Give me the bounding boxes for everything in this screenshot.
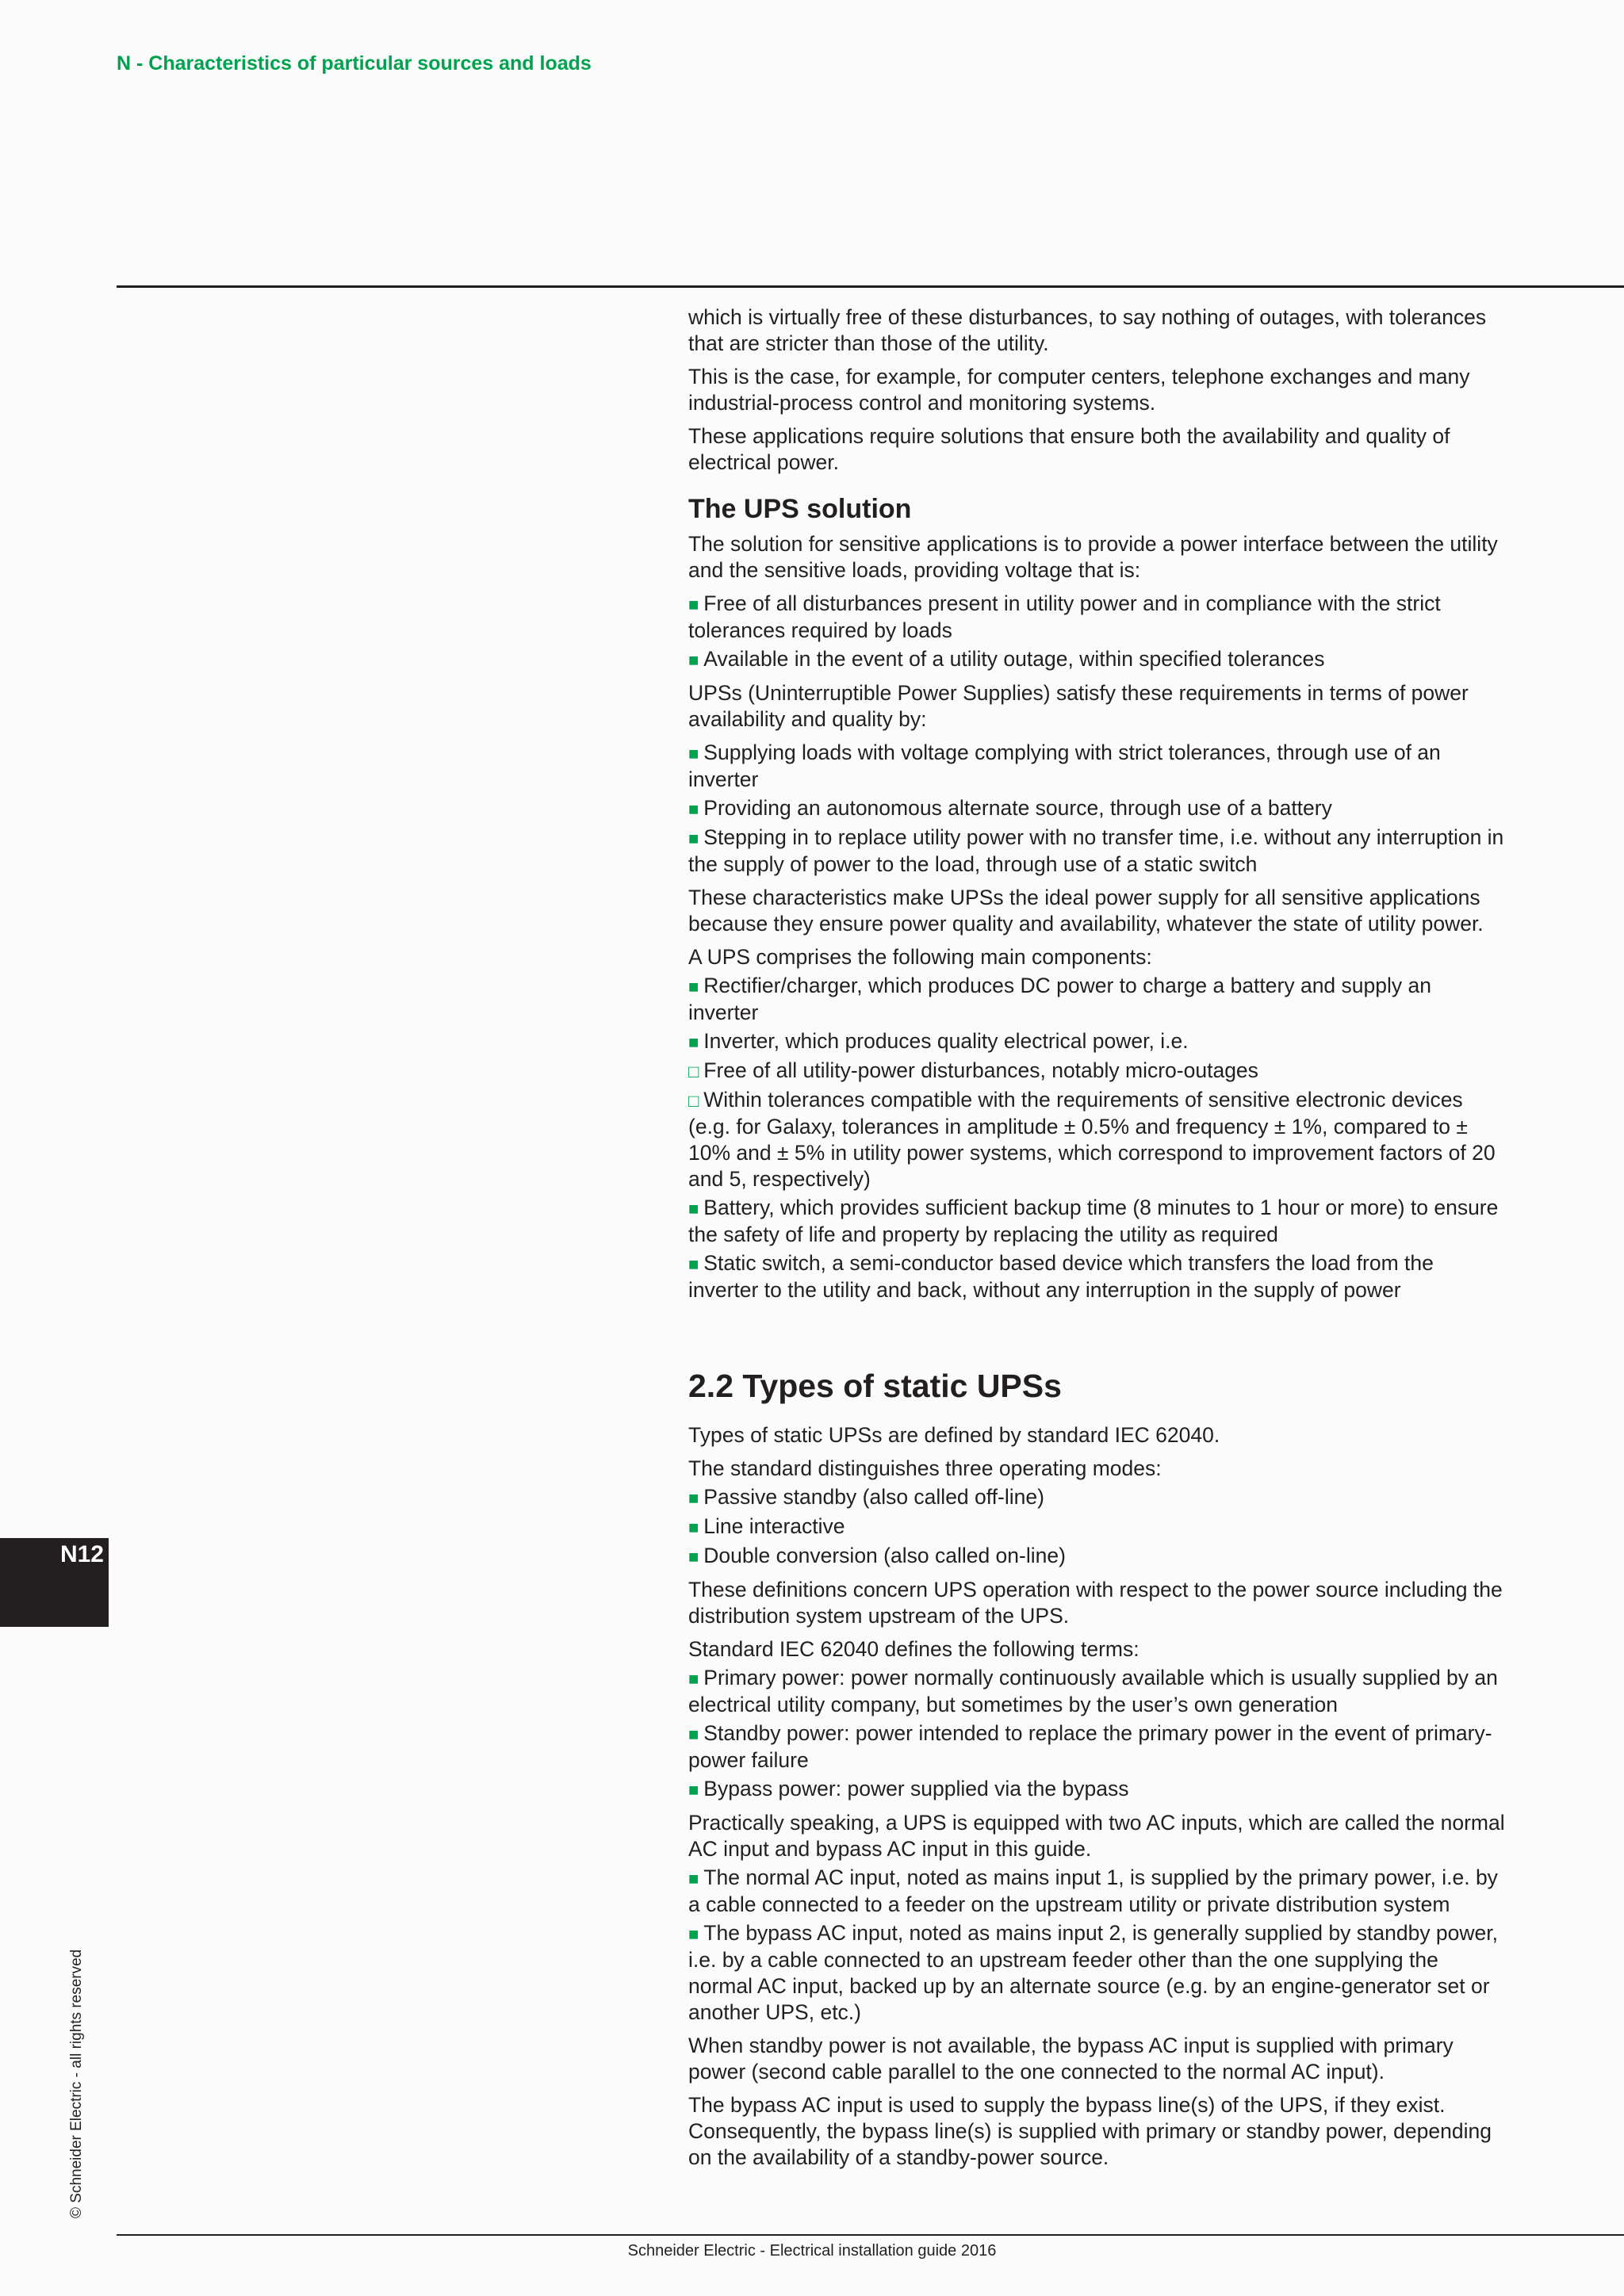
paragraph: Practically speaking, a UPS is equipped with two AC inputs, which are called the normal AC input and bypass AC input in this guide. (688, 1811, 1505, 1861)
paragraph: Types of static UPSs are defined by standard IEC 62040. (688, 1423, 1220, 1447)
intro-paragraph: which is virtually free of these disturbances, to say nothing of outages, with tolerances that are stricter than those of the utility. (688, 305, 1487, 355)
list-item: ■ Passive standby (also called off-line) (688, 1485, 1044, 1509)
section-heading: 2.2 Types of static UPSs (688, 1368, 1062, 1404)
square-bullet-icon: ■ (688, 828, 699, 848)
square-bullet-icon: ■ (688, 1488, 699, 1508)
square-bullet-icon: ■ (688, 1924, 699, 1944)
intro-paragraph: This is the case, for example, for computer centers, telephone exchanges and many industrial-process control and monitoring systems. (688, 365, 1470, 415)
list-item: ■ Primary power: power normally continuously available which is usually supplied by an electrical utility company, but sometimes by the user’s own generation (688, 1666, 1498, 1716)
sub-list-item: □ Within tolerances compatible with the requirements of sensitive electronic devices (e.g. for Galaxy, tolerances in amplitude ± 0.5% and frequency ± 1%, compared to ± 10% and ± 5% in utility power systems, which correspond to improvement factors of 20 and 5, respectively) (688, 1088, 1496, 1191)
paragraph: The standard distinguishes three operating modes: (688, 1456, 1162, 1480)
square-bullet-icon: ■ (688, 1780, 699, 1800)
list-item: ■ Inverter, which produces quality electrical power, i.e. (688, 1029, 1189, 1053)
hollow-square-bullet-icon: □ (688, 1091, 699, 1111)
square-bullet-icon: ■ (688, 1547, 699, 1567)
intro-paragraph: These applications require solutions that ensure both the availability and quality of electrical power. (688, 424, 1450, 474)
subsection-heading: The UPS solution (688, 494, 912, 524)
paragraph: UPSs (Uninterruptible Power Supplies) satisfy these requirements in terms of power availability and quality by: (688, 681, 1469, 731)
hollow-square-bullet-icon: □ (688, 1062, 699, 1081)
copyright-notice: © Schneider Electric - all rights reserved (68, 1949, 85, 2218)
list-item: ■ Free of all disturbances present in utility power and in compliance with the strict tolerances required by loads (688, 591, 1441, 642)
paragraph: When standby power is not available, the bypass AC input is supplied with primary power (second cable parallel to the one connected to the normal AC input). (688, 2034, 1454, 2084)
list-item: ■ Battery, which provides sufficient backup time (8 minutes to 1 hour or more) to ensure the safety of life and property by replacing the utility as required (688, 1196, 1499, 1246)
list-item: ■ Bypass power: power supplied via the bypass (688, 1777, 1129, 1800)
list-item: ■ Available in the event of a utility outage, within specified tolerances (688, 647, 1325, 671)
paragraph: Standard IEC 62040 defines the following terms: (688, 1637, 1139, 1661)
sub-list-item: □ Free of all utility-power disturbances, notably micro-outages (688, 1058, 1258, 1082)
square-bullet-icon: ■ (688, 650, 699, 670)
paragraph: The solution for sensitive applications is to provide a power interface between the utility and the sensitive loads, providing voltage that is: (688, 532, 1498, 582)
header-divider (117, 285, 1624, 288)
list-item: ■ Standby power: power intended to replace the primary power in the event of primary-power failure (688, 1721, 1492, 1772)
paragraph: These definitions concern UPS operation with respect to the power source including the distribution system upstream of the UPS. (688, 1578, 1503, 1628)
square-bullet-icon: ■ (688, 799, 699, 819)
paragraph: These characteristics make UPSs the ideal power supply for all sensitive applications because they ensure power quality and availability, whatever the state of utility power. (688, 886, 1484, 936)
page-number: N12 (59, 1541, 104, 1567)
square-bullet-icon: ■ (688, 744, 699, 763)
footer-text: Schneider Electric - Electrical installation guide 2016 (627, 2242, 997, 2260)
square-bullet-icon: ■ (688, 1032, 699, 1052)
list-item: ■ The normal AC input, noted as mains input 1, is supplied by the primary power, i.e. by a cable connected to a feeder on the upstream utility or private distribution system (688, 1866, 1498, 1916)
footer-divider (117, 2234, 1624, 2236)
header-band (117, 89, 1624, 275)
list-item: ■ Stepping in to replace utility power with no transfer time, i.e. without any interruption in the supply of power to the load, through use of a static switch (688, 825, 1504, 876)
list-item: ■ Rectifier/charger, which produces DC power to charge a battery and supply an inverter (688, 974, 1431, 1024)
list-item: ■ The bypass AC input, noted as mains input 2, is generally supplied by standby power, i.e. by a cable connected to an upstream feeder other than the one supplying the normal AC input, backed up by an alternate source (e.g. by an engine-generator set or another UPS, etc.) (688, 1921, 1499, 2024)
list-item: ■ Providing an autonomous alternate source, through use of a battery (688, 796, 1332, 820)
square-bullet-icon: ■ (688, 977, 699, 997)
list-item: ■ Double conversion (also called on-line) (688, 1544, 1066, 1567)
square-bullet-icon: ■ (688, 1669, 699, 1689)
square-bullet-icon: ■ (688, 1199, 699, 1219)
paragraph: A UPS comprises the following main components: (688, 945, 1152, 969)
square-bullet-icon: ■ (688, 1517, 699, 1537)
square-bullet-icon: ■ (688, 1724, 699, 1744)
square-bullet-icon: ■ (688, 1869, 699, 1888)
list-item: ■ Supplying loads with voltage complying with strict tolerances, through use of an inverter (688, 740, 1441, 791)
square-bullet-icon: ■ (688, 595, 699, 614)
list-item: ■ Line interactive (688, 1514, 845, 1538)
chapter-header-title: N - Characteristics of particular sources and loads (117, 52, 592, 75)
paragraph: The bypass AC input is used to supply the bypass line(s) of the UPS, if they exist. Consequently, the bypass line(s) is supplied with primary or standby power, depending on the availability of a standby-power source. (688, 2093, 1492, 2169)
main-content (688, 304, 1507, 2178)
list-item: ■ Static switch, a semi-conductor based device which transfers the load from the inverter to the utility and back, without any interruption in the supply of power (688, 1251, 1434, 1302)
square-bullet-icon: ■ (688, 1254, 699, 1274)
page-number-tab (0, 1538, 109, 1627)
